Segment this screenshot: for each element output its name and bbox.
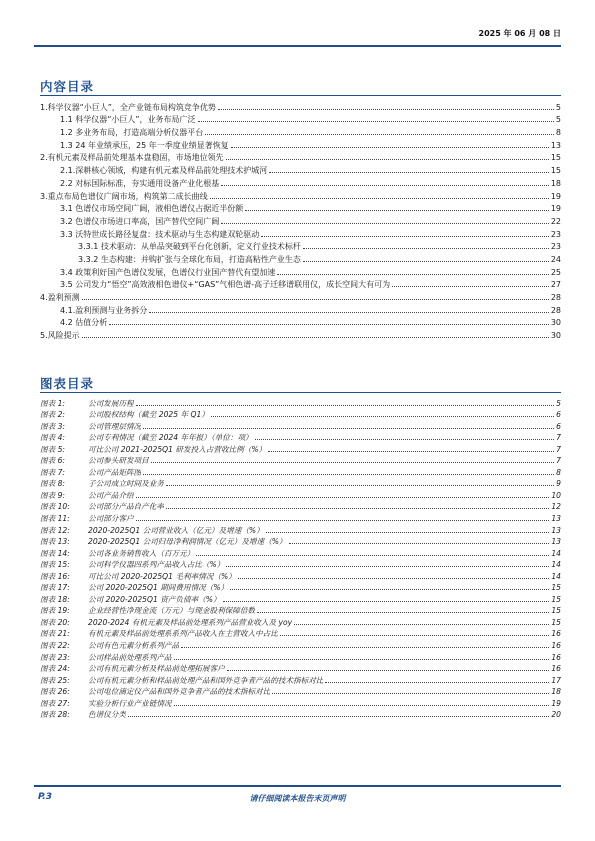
page-ref: 7 bbox=[556, 444, 561, 454]
toc-entry[interactable] bbox=[40, 265, 561, 278]
page-ref: 6 bbox=[556, 410, 561, 420]
page-ref: 24 bbox=[550, 254, 561, 264]
dot-leader bbox=[231, 147, 549, 148]
figure-number: 图表 15: bbox=[40, 560, 70, 570]
figure-title: 公司有机元素分析和样品前处理产品和国外竞争者产品的技术指标对比 bbox=[88, 675, 324, 685]
figure-number: 图表 12: bbox=[40, 525, 70, 535]
toc-entry[interactable] bbox=[40, 316, 561, 329]
figure-title: 公司专利情况（截至 2024 年年报）（单位：项） bbox=[88, 433, 253, 443]
dot-leader bbox=[166, 508, 549, 509]
page-ref: 5 bbox=[556, 398, 561, 408]
page-ref: 14 bbox=[551, 560, 561, 570]
figure-number: 图表 13: bbox=[40, 537, 70, 547]
dot-leader bbox=[136, 520, 550, 521]
figure-number: 图表 17: bbox=[40, 583, 70, 593]
dot-leader bbox=[303, 248, 549, 249]
figures-list bbox=[40, 397, 561, 720]
toc-entry-title: 3.1 色谱仪市场空间广阔，液相色谱仪占据近半份额 bbox=[60, 204, 244, 214]
toc-entry[interactable] bbox=[40, 189, 561, 202]
toc-entry[interactable] bbox=[40, 151, 561, 164]
figure-number: 图表 2: bbox=[40, 410, 65, 420]
figure-title: 公司参头研发项目 bbox=[88, 456, 149, 466]
dot-leader bbox=[82, 337, 549, 338]
toc-entry-title: 3.重点布局色谱仪广阔市场，构筑第二成长曲线 bbox=[40, 191, 208, 201]
dot-leader bbox=[210, 198, 549, 199]
figure-title: 公司部分产品自产化率 bbox=[88, 502, 164, 512]
figure-number: 图表 5: bbox=[40, 444, 65, 454]
page-ref: 17 bbox=[551, 675, 561, 685]
figure-title: 有机元素及样品前处理系系列产品收入在主营收入中占比 bbox=[88, 629, 278, 639]
figure-number: 图表 24: bbox=[40, 664, 70, 674]
page-ref: 13 bbox=[550, 140, 561, 150]
toc-entry-title: 3.2 色谱仪市场进口率高，国产替代空间广阔 bbox=[60, 216, 220, 226]
figure-entry[interactable] bbox=[40, 432, 561, 444]
dot-leader bbox=[136, 497, 550, 498]
figure-title: 公司 2020-2025Q1 资产负债率（%） bbox=[88, 594, 221, 604]
page-ref: 14 bbox=[551, 571, 561, 581]
figure-entry[interactable] bbox=[40, 547, 561, 559]
figure-entry[interactable] bbox=[40, 639, 561, 651]
dot-leader bbox=[261, 236, 549, 237]
figure-entry[interactable] bbox=[40, 674, 561, 686]
figure-number: 图表 4: bbox=[40, 433, 65, 443]
figure-entry[interactable] bbox=[40, 686, 561, 698]
figure-title: 公司电位滴定仪产品和国外竞争者产品的技术指标对比 bbox=[88, 687, 271, 697]
dot-leader bbox=[221, 223, 549, 224]
figure-title: 公司有色元素分析系列产品 bbox=[88, 641, 180, 651]
figure-number: 图表 8: bbox=[40, 479, 65, 489]
page-ref: 13 bbox=[551, 537, 561, 547]
toc-entry[interactable] bbox=[40, 202, 561, 215]
toc-entry[interactable] bbox=[40, 303, 561, 316]
dot-leader bbox=[198, 121, 554, 122]
dot-leader bbox=[268, 451, 554, 452]
figure-entry[interactable] bbox=[40, 443, 561, 455]
toc-entry[interactable] bbox=[40, 100, 561, 113]
toc-entry-title: 2.有机元素及样品前处理基本盘稳固，市场地位领先 bbox=[40, 153, 224, 163]
figure-title: 可比公司 2021-2025Q1 研发投入占营收比例（%） bbox=[88, 444, 267, 454]
figure-entry[interactable] bbox=[40, 524, 561, 536]
toc-entry-title: 3.3.2 生态构建：并购扩张与全球化布局，打造高粘性产业生态 bbox=[78, 254, 301, 264]
toc-entry[interactable] bbox=[40, 113, 561, 126]
toc-entry-title: 1.3 24 年业绩承压，25 年一季度业绩显著恢复 bbox=[60, 140, 229, 150]
figure-number: 图表 21: bbox=[40, 629, 70, 639]
dot-leader bbox=[166, 485, 554, 486]
dot-leader bbox=[136, 405, 555, 406]
figure-entry[interactable] bbox=[40, 397, 561, 409]
figure-title: 公司样品前处理系列产品 bbox=[88, 652, 172, 662]
figure-title: 公司产品矩阵图 bbox=[88, 467, 142, 477]
figure-title: 可比公司 2020-2025Q1 毛利率情况（%） bbox=[88, 571, 236, 581]
page-ref: 6 bbox=[556, 421, 561, 431]
toc-entry-title: 3.4 政策利好国产色谱仪发展，色谱仪行业国产替代有望加速 bbox=[60, 267, 276, 277]
page-ref: 28 bbox=[550, 293, 561, 302]
figure-entry[interactable] bbox=[40, 536, 561, 548]
figure-entry[interactable] bbox=[40, 478, 561, 490]
toc-entry[interactable] bbox=[40, 176, 561, 189]
page-ref: 15 bbox=[551, 617, 561, 627]
toc-entry[interactable] bbox=[40, 290, 561, 303]
figures-title: 图表目录 bbox=[40, 376, 95, 391]
footer-rule bbox=[34, 785, 561, 787]
page-ref: 19 bbox=[550, 204, 561, 214]
figure-entry[interactable] bbox=[40, 709, 561, 721]
toc-entry[interactable] bbox=[40, 163, 561, 176]
figure-title: 色谱仪分类 bbox=[88, 710, 126, 720]
dot-leader bbox=[196, 555, 549, 556]
toc-entry[interactable] bbox=[40, 227, 561, 240]
dot-leader bbox=[325, 682, 549, 683]
toc-entry[interactable] bbox=[40, 214, 561, 227]
toc-list bbox=[40, 100, 561, 341]
figure-entry[interactable] bbox=[40, 628, 561, 640]
dot-leader bbox=[303, 261, 549, 262]
toc-entry-title: 4.1.盈利预测与业务拆分 bbox=[60, 305, 148, 315]
page-ref: 9 bbox=[556, 479, 561, 489]
page-ref: 14 bbox=[551, 548, 561, 558]
dot-leader bbox=[143, 428, 554, 429]
figure-title: 公司科学仪器四系列产品收入占比（%） bbox=[88, 560, 225, 570]
dot-leader bbox=[257, 612, 549, 613]
page-ref: 10 bbox=[551, 490, 561, 500]
figure-entry[interactable] bbox=[40, 605, 561, 617]
toc-entry-title: 3.3 沃特世成长路径复盘：技术驱动与生态构建双轮驱动 bbox=[60, 229, 260, 239]
report-date: 2025 年 06 月 08 日 bbox=[478, 29, 561, 38]
figure-number: 图表 26: bbox=[40, 687, 70, 697]
page-ref: 19 bbox=[550, 191, 561, 201]
dot-leader bbox=[392, 286, 549, 287]
figure-title: 公司产品介绍 bbox=[88, 490, 134, 500]
dot-leader bbox=[174, 705, 550, 706]
page-ref: 15 bbox=[551, 606, 561, 616]
figure-number: 图表 18: bbox=[40, 594, 70, 604]
toc-title-rule bbox=[40, 95, 561, 96]
page-number: P.3 bbox=[38, 792, 52, 802]
figure-number: 图表 9: bbox=[40, 490, 65, 500]
toc-entry-title: 4.盈利预测 bbox=[40, 293, 80, 302]
dot-leader bbox=[211, 416, 554, 417]
dot-leader bbox=[226, 566, 549, 567]
figure-title: 公司发展历程 bbox=[88, 398, 134, 408]
dot-leader bbox=[280, 635, 549, 636]
figure-number: 图表 27: bbox=[40, 698, 70, 708]
figure-number: 图表 1: bbox=[40, 398, 65, 408]
page-ref: 28 bbox=[550, 305, 561, 315]
toc-entry-title: 5.风险提示 bbox=[40, 331, 80, 341]
dot-leader bbox=[226, 159, 549, 160]
toc-entry-title: 1.2 多业务布局，打造高端分析仪器平台 bbox=[60, 128, 204, 138]
figure-title: 2020-2025Q1 公司归母净利润情况（亿元）及增速（%） bbox=[88, 537, 287, 547]
page-ref: 7 bbox=[556, 433, 561, 443]
dot-leader bbox=[230, 589, 549, 590]
dot-leader bbox=[238, 578, 550, 579]
figure-entry[interactable] bbox=[40, 455, 561, 467]
figure-number: 图表 10: bbox=[40, 502, 70, 512]
figure-title: 2020-2024 有机元素及样品前处理系列产品营业收入及 yoy bbox=[88, 617, 293, 627]
dot-leader bbox=[223, 601, 550, 602]
page-ref: 16 bbox=[551, 641, 561, 651]
toc-entry[interactable] bbox=[40, 240, 561, 253]
figure-number: 图表 28: bbox=[40, 710, 70, 720]
figure-title: 2020-2025Q1 公司营业收入（亿元）及增速（%） bbox=[88, 525, 264, 535]
figure-number: 图表 19: bbox=[40, 606, 70, 616]
figure-title: 实验分析行业产业链情况 bbox=[88, 698, 172, 708]
page-ref: 27 bbox=[550, 280, 561, 290]
dot-leader bbox=[272, 693, 549, 694]
figure-number: 图表 6: bbox=[40, 456, 65, 466]
page-ref: 30 bbox=[550, 318, 561, 328]
page-ref: 18 bbox=[550, 178, 561, 188]
figure-title: 子公司成立时间及业务 bbox=[88, 479, 164, 489]
figure-entry[interactable] bbox=[40, 489, 561, 501]
toc-entry-title: 1.1 科学仪器“小巨人”，业务布局广泛 bbox=[60, 115, 196, 125]
figure-title: 公司管理层情况 bbox=[88, 421, 142, 431]
figure-title: 企业经营性净现金流（万元）与现金股利保障倍数 bbox=[88, 606, 256, 616]
toc-entry-title: 4.2 估值分析 bbox=[60, 318, 108, 328]
toc-entry[interactable] bbox=[40, 328, 561, 341]
footer-disclaimer: 请仔细阅读本报告末页声明 bbox=[249, 794, 346, 803]
dot-leader bbox=[245, 210, 549, 211]
toc-entry[interactable] bbox=[40, 138, 561, 151]
toc-entry[interactable] bbox=[40, 252, 561, 265]
toc-entry-title: 3.5 公司发力“悟空”高效液相色谱仪+“GAS”气相色谱-高子迁移谱联用仪，成长空间大有可为 bbox=[60, 280, 391, 290]
page-ref: 16 bbox=[551, 652, 561, 662]
page-ref: 8 bbox=[556, 467, 561, 477]
page-ref: 8 bbox=[555, 128, 561, 138]
toc-entry[interactable] bbox=[40, 125, 561, 138]
dot-leader bbox=[181, 647, 549, 648]
figure-entry[interactable] bbox=[40, 409, 561, 421]
figure-number: 图表 14: bbox=[40, 548, 70, 558]
figure-entry[interactable] bbox=[40, 593, 561, 605]
figure-number: 图表 7: bbox=[40, 467, 65, 477]
toc-entry-title: 2.1.深耕核心领域，构建有机元素及样品前处理技术护城河 bbox=[60, 166, 268, 176]
dot-leader bbox=[289, 543, 550, 544]
figure-entry[interactable] bbox=[40, 512, 561, 524]
page-ref: 15 bbox=[551, 583, 561, 593]
page-ref: 13 bbox=[551, 525, 561, 535]
page-ref: 15 bbox=[550, 166, 561, 176]
figure-title: 公司 2020-2025Q1 期间费用情况（%） bbox=[88, 583, 229, 593]
figures-title-rule bbox=[40, 392, 561, 393]
dot-leader bbox=[221, 185, 549, 186]
page-ref: 25 bbox=[550, 267, 561, 277]
toc-title: 内容目录 bbox=[40, 79, 95, 94]
figure-title: 公司股权结构（截至 2025 年 Q1） bbox=[88, 410, 209, 420]
page-ref: 12 bbox=[551, 502, 561, 512]
page-ref: 23 bbox=[550, 242, 561, 252]
page-ref: 18 bbox=[551, 687, 561, 697]
dot-leader bbox=[151, 462, 554, 463]
page-ref: 23 bbox=[550, 229, 561, 239]
page-ref: 16 bbox=[551, 664, 561, 674]
dot-leader bbox=[149, 312, 549, 313]
figure-entry[interactable] bbox=[40, 697, 561, 709]
dot-leader bbox=[227, 670, 550, 671]
figure-number: 图表 22: bbox=[40, 641, 70, 651]
page-ref: 13 bbox=[551, 514, 561, 524]
dot-leader bbox=[266, 532, 550, 533]
dot-leader bbox=[109, 324, 549, 325]
page-ref: 22 bbox=[550, 216, 561, 226]
toc-entry-title: 2.2 对标国际标准，夯实通用设备产业化根基 bbox=[60, 178, 220, 188]
figure-number: 图表 20: bbox=[40, 617, 70, 627]
dot-leader bbox=[255, 439, 555, 440]
toc-entry-title: 3.3.1 技术驱动：从单品突破到平台化创新，定义行业技术标杆 bbox=[78, 242, 301, 252]
figure-entry[interactable] bbox=[40, 466, 561, 478]
dot-leader bbox=[205, 134, 554, 135]
dot-leader bbox=[82, 299, 549, 300]
figure-number: 图表 16: bbox=[40, 571, 70, 581]
figure-number: 图表 11: bbox=[40, 514, 70, 524]
figure-title: 公司有机元素分析及样品前处理拓展客户 bbox=[88, 664, 225, 674]
dot-leader bbox=[143, 474, 554, 475]
figure-number: 图表 3: bbox=[40, 421, 65, 431]
toc-entry[interactable] bbox=[40, 278, 561, 291]
page-ref: 19 bbox=[551, 698, 561, 708]
page-ref: 16 bbox=[551, 629, 561, 639]
page-ref: 5 bbox=[555, 102, 561, 112]
figure-title: 公司部分客户 bbox=[88, 514, 134, 524]
page-ref: 15 bbox=[550, 153, 561, 163]
figure-entry[interactable] bbox=[40, 651, 561, 663]
figure-entry[interactable] bbox=[40, 501, 561, 513]
dot-leader bbox=[218, 109, 554, 110]
page-ref: 7 bbox=[556, 456, 561, 466]
page-ref: 15 bbox=[551, 594, 561, 604]
figure-entry[interactable] bbox=[40, 582, 561, 594]
figure-entry[interactable] bbox=[40, 420, 561, 432]
page-ref: 20 bbox=[551, 710, 561, 720]
dot-leader bbox=[277, 274, 549, 275]
dot-leader bbox=[294, 624, 549, 625]
page-ref: 30 bbox=[550, 331, 561, 341]
figure-entry[interactable] bbox=[40, 559, 561, 571]
page-ref: 5 bbox=[555, 115, 561, 125]
header-rule bbox=[34, 45, 561, 47]
dot-leader bbox=[174, 659, 550, 660]
figure-entry[interactable] bbox=[40, 663, 561, 675]
figure-entry[interactable] bbox=[40, 570, 561, 582]
toc-entry-title: 1.科学仪器“小巨人”，全产业链布局构筑竞争优势 bbox=[40, 102, 216, 112]
figure-number: 图表 25: bbox=[40, 675, 70, 685]
dot-leader bbox=[128, 716, 549, 717]
figure-number: 图表 23: bbox=[40, 652, 70, 662]
figure-title: 公司各业务销售收入（百万元） bbox=[88, 548, 195, 558]
dot-leader bbox=[269, 172, 549, 173]
figure-entry[interactable] bbox=[40, 616, 561, 628]
